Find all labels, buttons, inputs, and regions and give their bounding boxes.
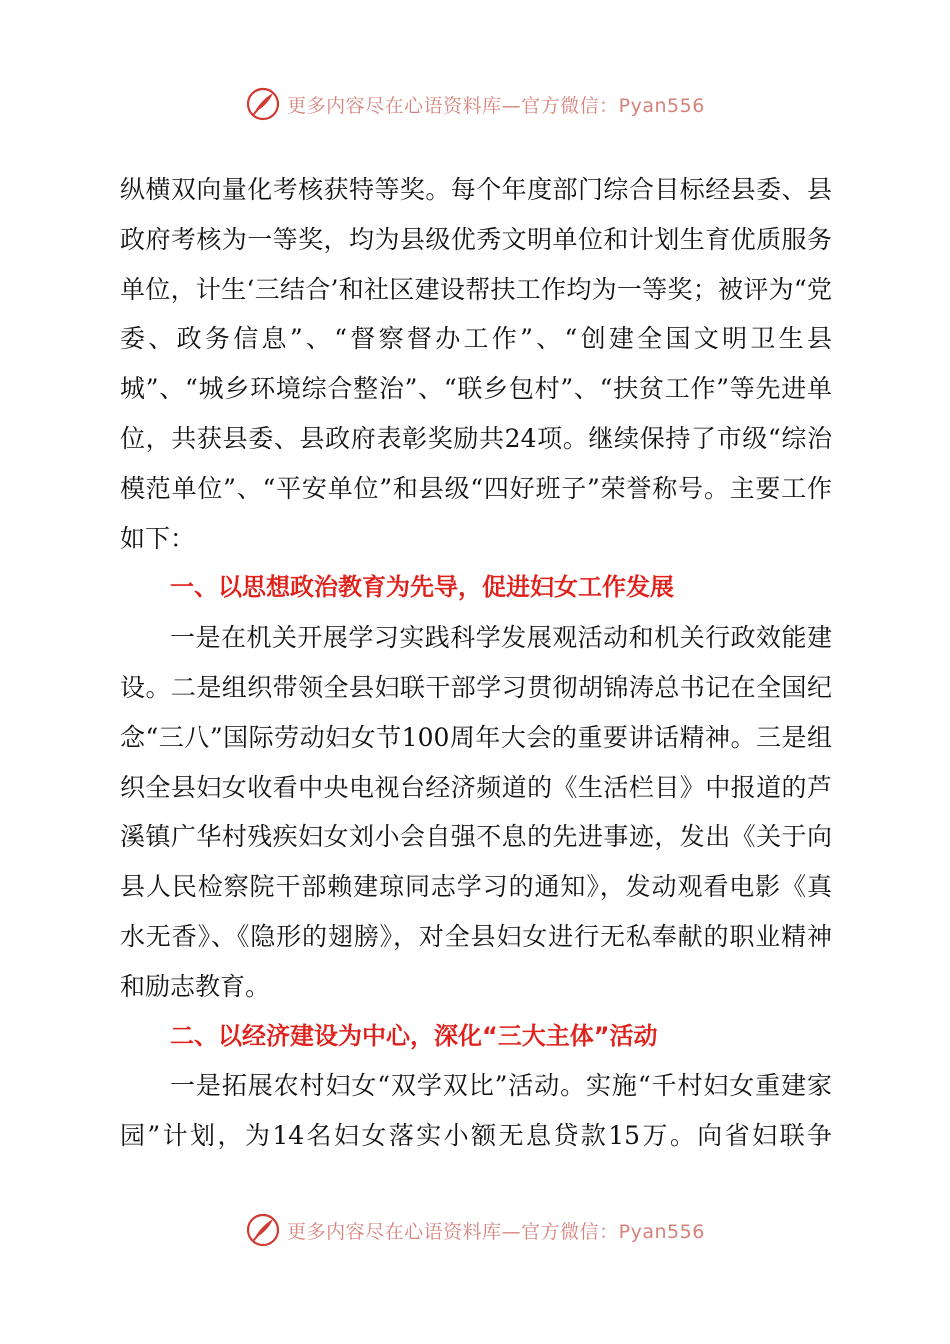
quill-logo-icon (245, 1212, 281, 1248)
section-heading-2: 二、以经济建设为中心，深化“三大主体”活动 (170, 1021, 658, 1050)
section-heading-1: 一、以思想政治教育为先导，促进妇女工作发展 (170, 573, 674, 602)
paragraph-awards: 纵横双向量化考核获特等奖。每个年度部门综合目标经县委、县政府考核为一等奖，均为县级优秀文明单位和计划生育优质服务单位，计生‘三结合’和社区建设帮扶工作均为一等奖；被评为“党委、政务信息”、“督察督办工作”、“创建全国文明卫生县城”、“城乡环境综合整治”、“联乡包村”、“扶贫工作”等先进单位，共获县委、县政府表彰奖励共24项。继续保持了市级“综治模范单位”、“平安单位”和县级“四好班子”荣誉称号。主要工作如下： (120, 175, 832, 553)
paragraph-economic-construction: 一是拓展农村妇女“双学双比”活动。实施“千村妇女重建家园”计划，为14名妇女落实小额无息贷款15万。向省妇联争 (120, 1071, 832, 1151)
watermark-text: 更多内容尽在心语资料库—官方微信：Pyan556 (287, 1220, 705, 1243)
paragraph-political-education: 一是在机关开展学习实践科学发展观活动和机关行政效能建设。二是组织带领全县妇联干部学习贯彻胡锦涛总书记在全国纪念“三八”国际劳动妇女节100周年大会的重要讲话精神。三是组织全县妇女收看中央电视台经济频道的《生活栏目》中报道的芦溪镇广华村残疾妇女刘小会自强不息的先进事迹，发出《关于向县人民检察院干部赖建琼同志学习的通知》，发动观看电影《真水无香》、《隐形的翅膀》，对全县妇女进行无私奉献的职业精神和励志教育。 (120, 623, 832, 1001)
quill-logo-icon (245, 86, 281, 122)
footer-watermark (0, 1208, 950, 1252)
watermark-text: 更多内容尽在心语资料库—官方微信：Pyan556 (287, 94, 705, 117)
document-body (120, 165, 832, 1161)
header-watermark (0, 82, 950, 126)
